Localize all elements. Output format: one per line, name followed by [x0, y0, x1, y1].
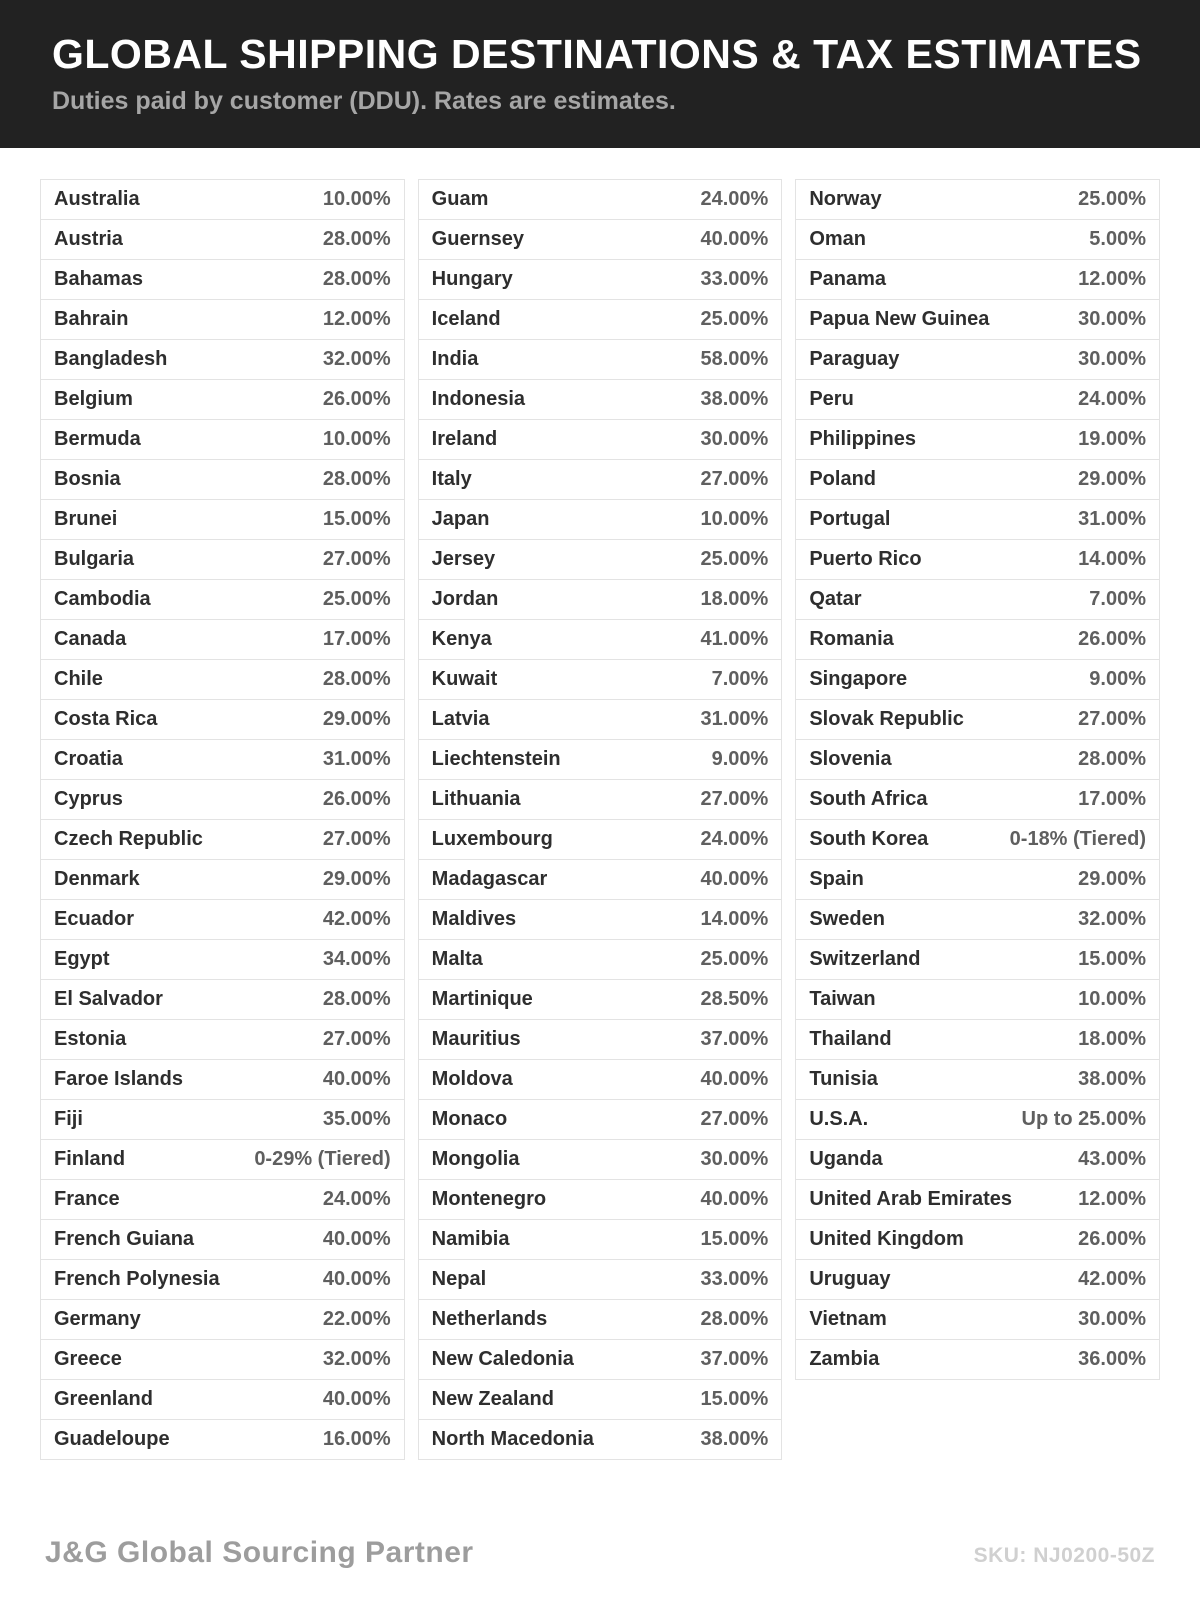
- tax-rate: 25.00%: [700, 308, 769, 330]
- country-name: Fiji: [54, 1108, 83, 1130]
- country-name: Luxembourg: [431, 828, 553, 850]
- tax-rate: 24.00%: [1078, 388, 1147, 410]
- table-row: [41, 180, 404, 220]
- table-row: [419, 500, 782, 540]
- table-row: [419, 380, 782, 420]
- table-row: [796, 900, 1159, 940]
- country-name: Faroe Islands: [54, 1068, 183, 1090]
- table-row: [419, 420, 782, 460]
- table-row: [41, 220, 404, 260]
- tax-rate: 24.00%: [700, 188, 769, 210]
- tax-rate: 40.00%: [700, 228, 769, 250]
- table-row: [419, 980, 782, 1020]
- country-name: Kenya: [431, 628, 492, 650]
- tax-rate: Up to 25.00%: [1021, 1108, 1147, 1130]
- table-row: [41, 580, 404, 620]
- tax-rate: 30.00%: [700, 428, 769, 450]
- table-row: [41, 1300, 404, 1340]
- brand-name: J&G Global Sourcing Partner: [45, 1536, 474, 1569]
- country-name: Martinique: [431, 988, 533, 1010]
- table-row: [419, 940, 782, 980]
- tax-rate: 28.00%: [322, 988, 391, 1010]
- table-row: [41, 420, 404, 460]
- tax-rate: 18.00%: [700, 588, 769, 610]
- tax-rate: 30.00%: [1078, 1308, 1147, 1330]
- country-name: Spain: [809, 868, 864, 890]
- country-name: Mauritius: [431, 1028, 521, 1050]
- table-row: [419, 1140, 782, 1180]
- table-row: [796, 1220, 1159, 1260]
- country-name: Norway: [809, 188, 882, 210]
- tax-rate: 5.00%: [1089, 228, 1147, 250]
- country-name: Slovak Republic: [809, 708, 964, 730]
- country-name: Lithuania: [431, 788, 521, 810]
- tax-rate: 9.00%: [711, 748, 769, 770]
- table-row: [796, 380, 1159, 420]
- tax-rate: 29.00%: [1078, 468, 1147, 490]
- country-name: Canada: [54, 628, 127, 650]
- country-name: Paraguay: [809, 348, 900, 370]
- tax-rate: 15.00%: [700, 1388, 769, 1410]
- table-row: [796, 540, 1159, 580]
- tax-rate: 25.00%: [322, 588, 391, 610]
- table-row: [796, 1340, 1159, 1379]
- table-row: [419, 620, 782, 660]
- rates-column: [40, 179, 405, 1460]
- table-row: [41, 1260, 404, 1300]
- sku-label: SKU: NJ0200-50Z: [973, 1544, 1155, 1567]
- table-row: [796, 220, 1159, 260]
- table-row: [419, 860, 782, 900]
- country-name: Panama: [809, 268, 887, 290]
- tax-rate: 28.00%: [322, 668, 391, 690]
- table-row: [419, 740, 782, 780]
- country-name: Austria: [54, 228, 123, 250]
- country-name: Uganda: [809, 1148, 883, 1170]
- table-row: [41, 500, 404, 540]
- table-row: [796, 500, 1159, 540]
- tax-rate: 37.00%: [700, 1348, 769, 1370]
- table-row: [419, 1340, 782, 1380]
- tax-rate: 28.00%: [322, 228, 391, 250]
- country-name: Portugal: [809, 508, 891, 530]
- tax-rate: 28.00%: [322, 468, 391, 490]
- country-name: Cyprus: [54, 788, 123, 810]
- tax-rate: 40.00%: [322, 1388, 391, 1410]
- table-row: [419, 340, 782, 380]
- country-name: U.S.A.: [809, 1108, 869, 1130]
- country-name: Hungary: [431, 268, 513, 290]
- tax-rate: 38.00%: [1078, 1068, 1147, 1090]
- country-name: Denmark: [54, 868, 140, 890]
- country-name: United Arab Emirates: [809, 1188, 1012, 1210]
- tax-rate: 24.00%: [322, 1188, 391, 1210]
- tax-rate: 40.00%: [322, 1268, 391, 1290]
- tax-rate: 28.00%: [700, 1308, 769, 1330]
- table-row: [419, 460, 782, 500]
- table-row: [41, 1020, 404, 1060]
- tax-rate: 33.00%: [700, 1268, 769, 1290]
- country-name: New Zealand: [431, 1388, 554, 1410]
- table-row: [41, 780, 404, 820]
- tax-rate: 27.00%: [322, 828, 391, 850]
- table-row: [419, 180, 782, 220]
- tax-rate: 30.00%: [700, 1148, 769, 1170]
- country-name: North Macedonia: [431, 1428, 594, 1450]
- country-name: Iceland: [431, 308, 501, 330]
- footer: [45, 1536, 1155, 1570]
- country-name: Romania: [809, 628, 894, 650]
- table-row: [419, 1260, 782, 1300]
- country-name: France: [54, 1188, 120, 1210]
- country-name: Ecuador: [54, 908, 135, 930]
- table-row: [419, 540, 782, 580]
- tax-rate: 58.00%: [700, 348, 769, 370]
- table-row: [419, 1020, 782, 1060]
- country-name: Bermuda: [54, 428, 141, 450]
- country-name: Vietnam: [809, 1308, 887, 1330]
- tax-rate: 12.00%: [322, 308, 391, 330]
- country-name: Namibia: [431, 1228, 510, 1250]
- country-name: Liechtenstein: [431, 748, 561, 770]
- table-row: [419, 1220, 782, 1260]
- table-row: [419, 220, 782, 260]
- country-name: Australia: [54, 188, 140, 210]
- table-row: [41, 1060, 404, 1100]
- tax-rate: 41.00%: [700, 628, 769, 650]
- tax-rate: 35.00%: [322, 1108, 391, 1130]
- table-row: [796, 420, 1159, 460]
- table-row: [419, 300, 782, 340]
- table-row: [796, 940, 1159, 980]
- country-name: Egypt: [54, 948, 110, 970]
- table-row: [419, 660, 782, 700]
- table-row: [796, 700, 1159, 740]
- rates-column: [795, 179, 1160, 1380]
- tax-rate: 40.00%: [700, 1068, 769, 1090]
- table-row: [41, 860, 404, 900]
- tax-rate: 0-18% (Tiered): [1009, 828, 1147, 850]
- country-name: Indonesia: [431, 388, 526, 410]
- tax-rate: 7.00%: [711, 668, 769, 690]
- country-name: Bulgaria: [54, 548, 135, 570]
- country-name: Czech Republic: [54, 828, 203, 850]
- tax-rate: 0-29% (Tiered): [254, 1148, 391, 1170]
- table-row: [796, 740, 1159, 780]
- tax-rate: 43.00%: [1078, 1148, 1147, 1170]
- table-row: [796, 820, 1159, 860]
- country-name: Switzerland: [809, 948, 921, 970]
- country-name: Monaco: [431, 1108, 508, 1130]
- country-name: Malta: [431, 948, 483, 970]
- country-name: Oman: [809, 228, 867, 250]
- tax-rate: 17.00%: [322, 628, 391, 650]
- country-name: Chile: [54, 668, 103, 690]
- table-row: [796, 340, 1159, 380]
- table-row: [419, 820, 782, 860]
- country-name: Sweden: [809, 908, 885, 930]
- country-name: Puerto Rico: [809, 548, 922, 570]
- country-name: Montenegro: [431, 1188, 547, 1210]
- tax-rate: 32.00%: [322, 1348, 391, 1370]
- tax-rate: 29.00%: [1078, 868, 1147, 890]
- country-name: Papua New Guinea: [809, 308, 990, 330]
- country-name: French Guiana: [54, 1228, 195, 1250]
- country-name: Guam: [431, 188, 489, 210]
- tax-rate: 26.00%: [322, 388, 391, 410]
- country-name: Costa Rica: [54, 708, 158, 730]
- tax-rate: 27.00%: [700, 788, 769, 810]
- country-name: Germany: [54, 1308, 141, 1330]
- country-name: Belgium: [54, 388, 133, 410]
- table-row: [796, 180, 1159, 220]
- tax-rate: 25.00%: [700, 548, 769, 570]
- tax-rate: 10.00%: [322, 428, 391, 450]
- table-row: [419, 1100, 782, 1140]
- country-name: Singapore: [809, 668, 908, 690]
- tax-rate: 27.00%: [322, 1028, 391, 1050]
- tax-rate: 27.00%: [1078, 708, 1147, 730]
- tax-rate: 27.00%: [700, 468, 769, 490]
- tax-rate: 29.00%: [322, 868, 391, 890]
- table-row: [41, 1380, 404, 1420]
- table-row: [796, 300, 1159, 340]
- country-name: Bangladesh: [54, 348, 168, 370]
- tax-rate: 7.00%: [1089, 588, 1147, 610]
- country-name: Brunei: [54, 508, 118, 530]
- header-banner: [0, 0, 1200, 148]
- tax-rate: 28.50%: [700, 988, 769, 1010]
- country-name: Cambodia: [54, 588, 151, 610]
- country-name: Zambia: [809, 1348, 880, 1370]
- tax-rate: 12.00%: [1078, 268, 1147, 290]
- country-name: Taiwan: [809, 988, 876, 1010]
- country-name: Uruguay: [809, 1268, 891, 1290]
- tax-rate: 10.00%: [322, 188, 391, 210]
- country-name: Italy: [431, 468, 472, 490]
- country-name: Bosnia: [54, 468, 121, 490]
- table-row: [419, 1300, 782, 1340]
- tax-rate: 25.00%: [700, 948, 769, 970]
- tax-rate: 14.00%: [1078, 548, 1147, 570]
- table-row: [419, 1060, 782, 1100]
- table-row: [41, 1220, 404, 1260]
- table-row: [419, 260, 782, 300]
- country-name: Greece: [54, 1348, 122, 1370]
- country-name: Mongolia: [431, 1148, 520, 1170]
- tax-rate: 28.00%: [1078, 748, 1147, 770]
- table-row: [419, 1420, 782, 1459]
- country-name: Bahrain: [54, 308, 129, 330]
- tax-rate: 42.00%: [322, 908, 391, 930]
- country-name: Philippines: [809, 428, 917, 450]
- tax-rate: 37.00%: [700, 1028, 769, 1050]
- tax-rate: 25.00%: [1078, 188, 1147, 210]
- tax-rate-table: [40, 179, 1160, 1460]
- country-name: Peru: [809, 388, 854, 410]
- country-name: Estonia: [54, 1028, 127, 1050]
- table-row: [796, 620, 1159, 660]
- country-name: Thailand: [809, 1028, 892, 1050]
- tax-rate: 26.00%: [1078, 1228, 1147, 1250]
- tax-rate: 16.00%: [322, 1428, 391, 1450]
- tax-rate: 33.00%: [700, 268, 769, 290]
- tax-rate: 29.00%: [322, 708, 391, 730]
- country-name: Jordan: [431, 588, 499, 610]
- table-row: [796, 1060, 1159, 1100]
- table-row: [41, 300, 404, 340]
- country-name: United Kingdom: [809, 1228, 964, 1250]
- table-row: [41, 380, 404, 420]
- tax-rate: 19.00%: [1078, 428, 1147, 450]
- country-name: Netherlands: [431, 1308, 548, 1330]
- table-row: [41, 660, 404, 700]
- tax-rate: 40.00%: [322, 1068, 391, 1090]
- tax-rate: 42.00%: [1078, 1268, 1147, 1290]
- tax-rate: 27.00%: [700, 1108, 769, 1130]
- table-row: [41, 1100, 404, 1140]
- table-row: [41, 460, 404, 500]
- table-row: [419, 700, 782, 740]
- country-name: Moldova: [431, 1068, 513, 1090]
- table-row: [796, 460, 1159, 500]
- rates-column: [418, 179, 783, 1460]
- tax-rate: 14.00%: [700, 908, 769, 930]
- page-subtitle: Duties paid by customer (DDU). Rates are estimates.: [52, 87, 676, 116]
- country-name: Slovenia: [809, 748, 892, 770]
- tax-rate: 17.00%: [1078, 788, 1147, 810]
- tax-rate: 18.00%: [1078, 1028, 1147, 1050]
- tax-rate: 9.00%: [1089, 668, 1147, 690]
- table-row: [41, 900, 404, 940]
- table-row: [41, 1140, 404, 1180]
- table-row: [796, 1140, 1159, 1180]
- country-name: Tunisia: [809, 1068, 878, 1090]
- table-row: [41, 1180, 404, 1220]
- table-row: [419, 1180, 782, 1220]
- tax-rate: 10.00%: [1078, 988, 1147, 1010]
- table-row: [796, 780, 1159, 820]
- tax-rate: 15.00%: [1078, 948, 1147, 970]
- table-row: [796, 860, 1159, 900]
- tax-rate: 27.00%: [322, 548, 391, 570]
- table-row: [796, 660, 1159, 700]
- country-name: Guernsey: [431, 228, 524, 250]
- table-row: [41, 1420, 404, 1459]
- table-row: [41, 700, 404, 740]
- table-row: [796, 980, 1159, 1020]
- country-name: Jersey: [431, 548, 496, 570]
- table-row: [796, 1020, 1159, 1060]
- tax-rate: 40.00%: [700, 868, 769, 890]
- table-row: [41, 540, 404, 580]
- tax-rate: 10.00%: [700, 508, 769, 530]
- page-title: GLOBAL SHIPPING DESTINATIONS & TAX ESTIMATES: [52, 30, 1142, 77]
- tax-rate: 30.00%: [1078, 308, 1147, 330]
- tax-rate: 32.00%: [322, 348, 391, 370]
- country-name: New Caledonia: [431, 1348, 574, 1370]
- tax-rate: 12.00%: [1078, 1188, 1147, 1210]
- tax-rate: 28.00%: [322, 268, 391, 290]
- table-row: [419, 900, 782, 940]
- table-row: [796, 1260, 1159, 1300]
- country-name: India: [431, 348, 479, 370]
- table-row: [419, 1380, 782, 1420]
- table-row: [796, 1100, 1159, 1140]
- tax-rate: 40.00%: [700, 1188, 769, 1210]
- tax-rate: 34.00%: [322, 948, 391, 970]
- country-name: Madagascar: [431, 868, 548, 890]
- tax-rate: 31.00%: [322, 748, 391, 770]
- table-row: [41, 940, 404, 980]
- country-name: Finland: [54, 1148, 126, 1170]
- table-row: [41, 980, 404, 1020]
- table-row: [41, 740, 404, 780]
- country-name: South Africa: [809, 788, 928, 810]
- tax-rate: 15.00%: [322, 508, 391, 530]
- country-name: Latvia: [431, 708, 490, 730]
- country-name: Guadeloupe: [54, 1428, 170, 1450]
- table-row: [41, 340, 404, 380]
- country-name: El Salvador: [54, 988, 163, 1010]
- country-name: Maldives: [431, 908, 517, 930]
- table-row: [41, 1340, 404, 1380]
- country-name: Nepal: [431, 1268, 487, 1290]
- table-row: [796, 260, 1159, 300]
- country-name: French Polynesia: [54, 1268, 220, 1290]
- tax-rate: 38.00%: [700, 1428, 769, 1450]
- tax-rate: 32.00%: [1078, 908, 1147, 930]
- table-row: [796, 1180, 1159, 1220]
- country-name: Poland: [809, 468, 877, 490]
- table-row: [41, 260, 404, 300]
- country-name: Qatar: [809, 588, 862, 610]
- country-name: South Korea: [809, 828, 929, 850]
- table-row: [419, 780, 782, 820]
- tax-rate: 31.00%: [700, 708, 769, 730]
- tax-rate: 38.00%: [700, 388, 769, 410]
- tax-rate: 30.00%: [1078, 348, 1147, 370]
- tax-rate: 26.00%: [322, 788, 391, 810]
- tax-rate: 26.00%: [1078, 628, 1147, 650]
- table-row: [796, 580, 1159, 620]
- country-name: Ireland: [431, 428, 498, 450]
- tax-rate: 22.00%: [322, 1308, 391, 1330]
- table-row: [41, 620, 404, 660]
- tax-rate: 36.00%: [1078, 1348, 1147, 1370]
- table-row: [419, 580, 782, 620]
- country-name: Greenland: [54, 1388, 153, 1410]
- tax-rate: 15.00%: [700, 1228, 769, 1250]
- tax-rate: 40.00%: [322, 1228, 391, 1250]
- country-name: Japan: [431, 508, 490, 530]
- country-name: Kuwait: [431, 668, 498, 690]
- tax-rate: 24.00%: [700, 828, 769, 850]
- country-name: Bahamas: [54, 268, 143, 290]
- table-row: [796, 1300, 1159, 1340]
- country-name: Croatia: [54, 748, 123, 770]
- table-row: [41, 820, 404, 860]
- tax-rate: 31.00%: [1078, 508, 1147, 530]
